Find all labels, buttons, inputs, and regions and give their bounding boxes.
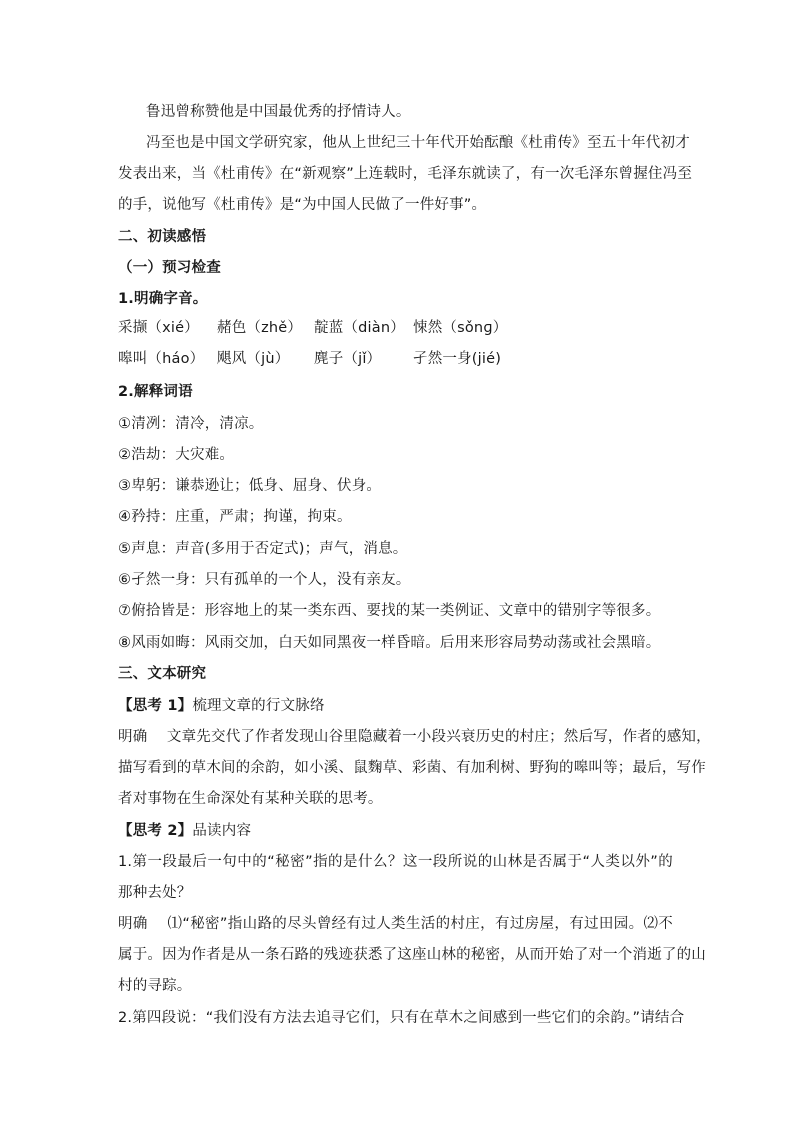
think-1-prefix: 【思考 1】: [118, 698, 193, 714]
pronunciation-entry: 麂子（jǐ）: [314, 351, 382, 367]
think-1-title: 梳理文章的行文脉络: [192, 698, 325, 714]
definition-4: ④矜持：庄重，严肃；拘谨，拘束。: [118, 509, 352, 525]
preview-check-subheading: （一）预习检查: [118, 260, 221, 276]
vocabulary-item-title: 2.解释词语: [118, 384, 193, 400]
definition-7: ⑦俯拾皆是：形容地上的某一类东西、要找的某一类例证、文章中的错别字等很多。: [118, 603, 661, 619]
definition-3: ③卑躬：谦恭逊让；低身、屈身、伏身。: [118, 478, 382, 494]
definition-6: ⑥孑然一身：只有孤单的一个人，没有亲友。: [118, 572, 411, 588]
pronunciation-entry: 孑然一身(jié): [413, 351, 502, 367]
pronunciation-entry: 嗥叫（háo）: [118, 351, 205, 367]
think-1-heading: [118, 696, 325, 716]
definition-8: ⑧风雨如晦：风雨交加，白天如同黑夜一样昏暗。后用来形容局势动荡或社会黑暗。: [118, 635, 661, 651]
intro-paragraph-1: 鲁迅曾称赞他是中国最优秀的抒情诗人。: [146, 104, 411, 120]
think-2-title: 品读内容: [192, 823, 252, 839]
answer-1-line-2: 属于。因为作者是从一条石路的残迹获悉了这座山林的秘密，从而开始了对一个消逝了的山: [118, 947, 706, 963]
answer-1-line-1: 明确 ⑴“秘密”指山路的尽头曾经有过人类生活的村庄，有过房屋，有过田园。⑵不: [118, 916, 673, 932]
intro-paragraph-2-line-3: 的手，说他写《杜甫传》是“为中国人民做了一件好事”。: [118, 197, 487, 213]
think-1-answer-line-1: 明确 文章先交代了作者发现山谷里隐藏着一小段兴衰历史的村庄；然后写，作者的感知，: [118, 729, 711, 745]
intro-paragraph-2-line-1: 冯至也是中国文学研究家，他从上世纪三十年代开始酝酿《杜甫传》至五十年代初才: [146, 135, 690, 151]
definition-5: ⑤声息：声音(多用于否定式)；声气，消息。: [118, 541, 408, 557]
section-3-heading: 三、文本研究: [118, 666, 207, 682]
intro-paragraph-2-line-2: 发表出来，当《杜甫传》在“新观察”上连载时，毛泽东就读了，有一次毛泽东曾握住冯至: [118, 166, 693, 182]
pronunciation-row-2: [118, 349, 501, 369]
pronunciation-entry: 赭色（zhě）: [217, 320, 303, 336]
pronunciation-entry: 悚然（sǒnɡ）: [413, 320, 508, 336]
definition-2: ②浩劫：大灾难。: [118, 447, 235, 463]
think-1-answer-line-2: 描写看到的草木间的余韵，如小溪、鼠麴草、彩菌、有加利树、野狗的嗥叫等；最后，写作: [118, 760, 706, 776]
answer-1-line-3: 村的寻踪。: [118, 978, 192, 994]
think-1-answer-line-3: 者对事物在生命深处有某种关联的思考。: [118, 791, 383, 807]
pronunciation-row-1: [118, 318, 507, 338]
think-2-heading: [118, 821, 251, 841]
definition-1: ①清冽：清冷，清凉。: [118, 416, 264, 432]
question-2-line-1: 2.第四段说：“我们没有方法去追寻它们，只有在草木之间感到一些它们的余韵。”请结合: [118, 1010, 685, 1026]
question-1-line-1: 1.第一段最后一句中的“秘密”指的是什么？这一段所说的山林是否属于“人类以外”的: [118, 854, 673, 870]
pronunciation-item-title: 1.明确字音。: [118, 291, 208, 307]
question-1-line-2: 那种去处？: [118, 885, 192, 901]
section-2-heading: 二、初读感悟: [118, 229, 207, 245]
pronunciation-entry: 采撷（xié）: [118, 320, 199, 336]
pronunciation-entry: 飓风（jù）: [217, 351, 290, 367]
think-2-prefix: 【思考 2】: [118, 823, 193, 839]
pronunciation-entry: 靛蓝（diàn）: [314, 320, 405, 336]
